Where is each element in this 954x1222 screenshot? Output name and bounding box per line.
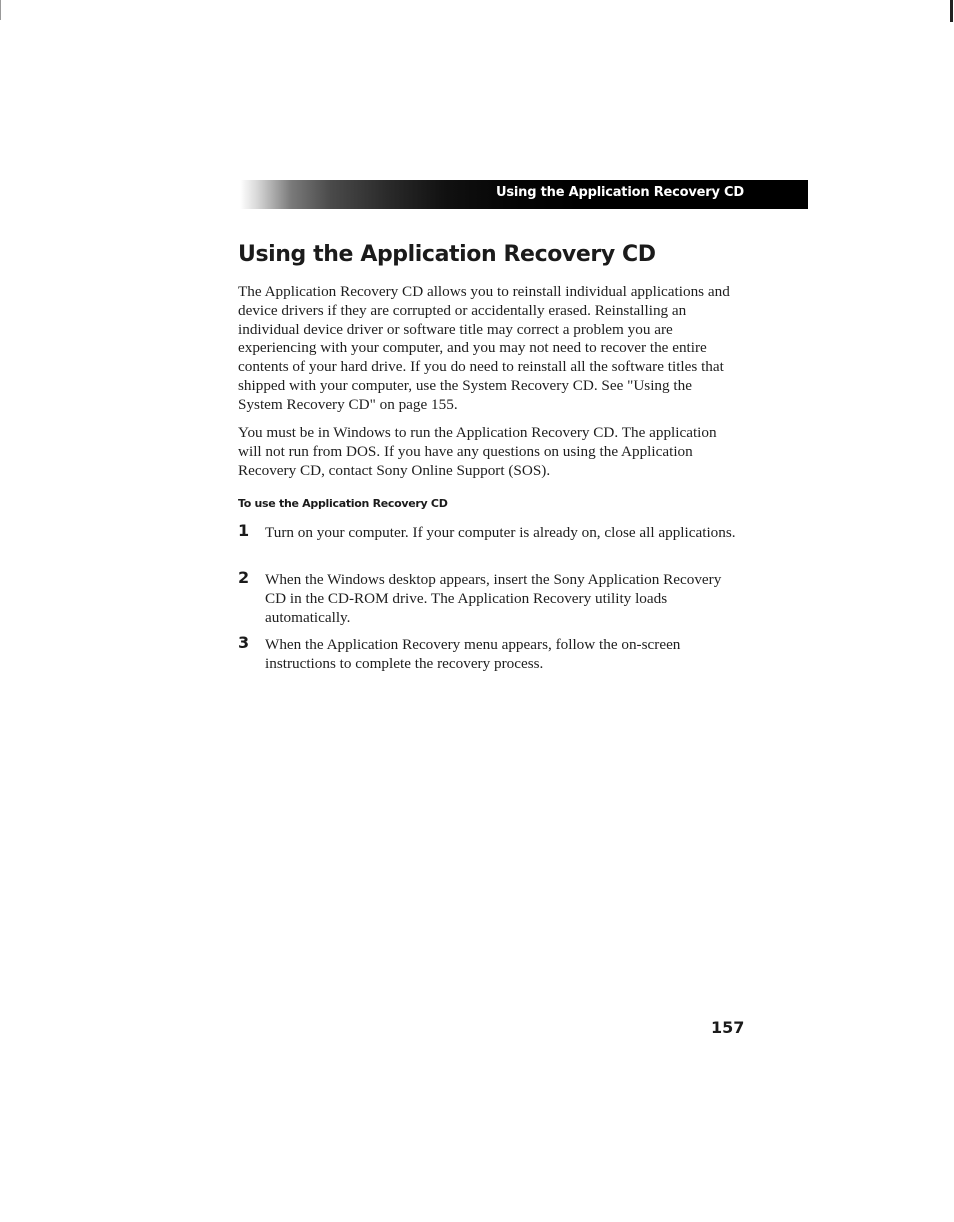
procedure-heading: To use the Application Recovery CD	[238, 497, 448, 510]
step-text: When the Application Recovery menu appears, follow the on-screen instructions to complete the recovery process.	[265, 636, 681, 672]
page-number: 157	[711, 1018, 745, 1037]
scan-edge-mark-right	[950, 0, 953, 22]
running-header-bar	[240, 180, 808, 209]
step-number: 2	[238, 568, 250, 587]
step-number: 3	[238, 633, 250, 652]
step-number: 1	[238, 521, 250, 540]
step-text: When the Windows desktop appears, insert the Sony Application Recovery CD in the CD-ROM drive. The Application Recovery utility loads automatically.	[265, 571, 722, 626]
step-text: Turn on your computer. If your computer is already on, close all applications.	[265, 524, 736, 541]
intro-paragraph: The Application Recovery CD allows you to reinstall individual applications and device drivers if they are corrupted or accidentally erased. Reinstalling an individual device driver or software title may correct a problem you are experiencing with your computer, and you may not need to recover the entire contents of your hard drive. If you do need to reinstall all the software titles that shipped with your computer, use the System Recovery CD. See "Using the System Recovery CD" on page 155.	[238, 283, 730, 413]
scan-edge-mark-left	[0, 0, 1, 20]
section-title: Using the Application Recovery CD	[238, 242, 656, 267]
windows-requirement-paragraph: You must be in Windows to run the Application Recovery CD. The application will not run from DOS. If you have any questions on using the Application Recovery CD, contact Sony Online Support (SOS).	[238, 424, 717, 479]
running-header-title: Using the Application Recovery CD	[496, 185, 744, 200]
